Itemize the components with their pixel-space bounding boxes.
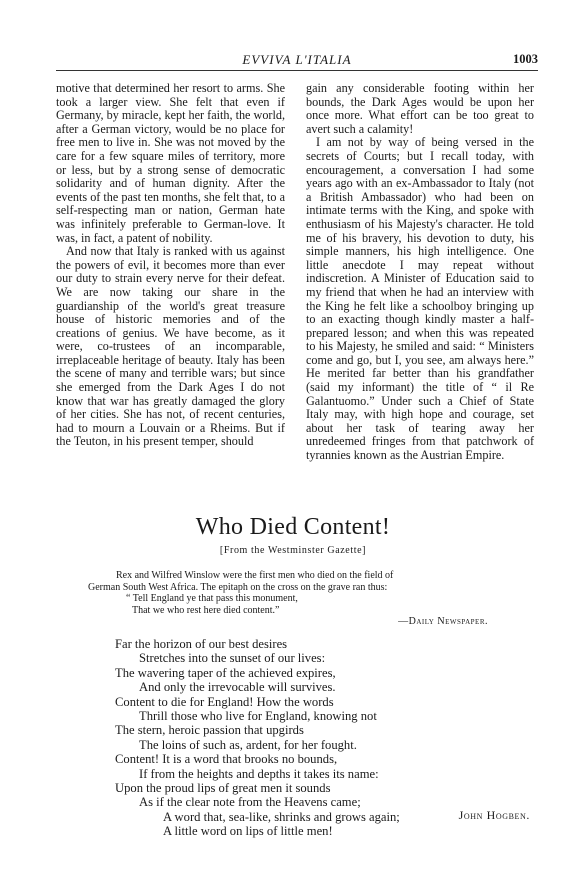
poem-title: Who Died Content! [195,514,391,540]
poem-line: Stretches into the sunset of our lives: [139,651,326,666]
poem-line: A little word on lips of little men! [163,824,333,839]
poem-line: The wavering taper of the achieved expires, [115,665,336,680]
poem-line: And only the irrevocable will survives. [139,680,336,695]
poem-line: As if the clear note from the Heavens came; [139,795,361,810]
poem-line: Upon the proud lips of great men it sounds [115,781,331,796]
epigraph-line: “ Tell England ye that pass this monument, [126,593,298,605]
poem-source: [From the Westminster Gazette] [219,545,367,556]
article-right-column [306,82,534,463]
page-number: 1003 [513,52,538,66]
poem-line: If from the heights and depths it takes its name: [139,766,379,781]
paragraph: I am not by way of being versed in the secrets of Courts; but I recall today, with encouragement, a conversation I had some years ago with an ex-Ambassador to Italy (not a British Ambassador) who had been on intimate terms with the King, and spoke with enthusiasm of his Majesty's character. He told me of his bravery, his devotion to duty, his simple manners, his high intelligence. One little anecdote I may repeat without indiscretion. A Minister of Education said to my friend that when he had an interview with the King he felt like a schoolboy bringing up to an exacting though kindly master a half-prepared lesson; and when this was repeated to his Majesty, he smiled and said: “ Ministers come and go, but I, you see, am always here.” He merited far better than his grandfather (said my informant) the title of “ il Re Galantuomo.” Under such a Chief of State Italy may, with high hope and courage, set about her task of tearing away her unredeemed fringes from that patchwork of tyrannies known as the Austrian Empire. [306,135,534,463]
article-left-column [56,82,285,449]
poem-author: John Hogben. [458,808,530,822]
paragraph: motive that determined her resort to arms. She took a larger view. She felt that even if Germany, by miracle, kept her faith, the world, after a German victory, would be no place for free men to live in. She was not moved by the care for a few square miles of territory, more or less, but by a strong sense of democratic solidarity and of human dignity. After the events of the past ten months, she felt that, to a self-respecting man or nation, German hate was infinitely preferable to German-love. It was, in fact, a patent of nobility. [56,81,285,245]
poem-line: Content! It is a word that brooks no bounds, [115,752,338,767]
epigraph [88,570,486,616]
epigraph-line: German South West Africa. The epitaph on the cross on the grave ran thus: [88,581,388,593]
poem-line: The stern, heroic passion that upgirds [115,723,304,738]
poem-line: A word that, sea-like, shrinks and grows again; [163,809,400,824]
epigraph-line: That we who rest here died content.” [132,604,280,616]
poem-line: Far the horizon of our best desires [115,637,288,651]
paragraph: And now that Italy is ranked with us against the powers of evil, it becomes more than ever our duty to strain every nerve for their defeat. We are now taking our share in the guardianship of the world's great treasure house of historic memories and of the creations of genius. We have become, as it were, co-trustees of an incomparable, irreplaceable heritage of beauty. Italy has been the scene of many and terrible wars; but since she emerged from the Dark Ages I do not know that war has greatly damaged the glory of her cities. She has not, of recent centuries, had to mourn a Louvain or a Rheims. But if the Teuton, in his present temper, should [56,244,285,449]
paragraph: gain any considerable footing within her bounds, the Dark Ages would be upon her once more. What effort can be too great to avert such a calamity! [306,81,534,136]
poem-body [115,637,400,839]
epigraph-attribution: —Daily Newspaper. [398,616,488,627]
header-rule [56,70,538,71]
epigraph-line: Rex and Wilfred Winslow were the first men who died on the field of [116,570,394,581]
page-header [56,52,538,66]
poem-line: Thrill those who live for England, knowing not [139,709,377,724]
poem-line: Content to die for England! How the words [115,694,334,709]
running-title: EVVIVA L'ITALIA [242,52,352,67]
poem-line: The loins of such as, ardent, for her fought. [139,737,357,752]
